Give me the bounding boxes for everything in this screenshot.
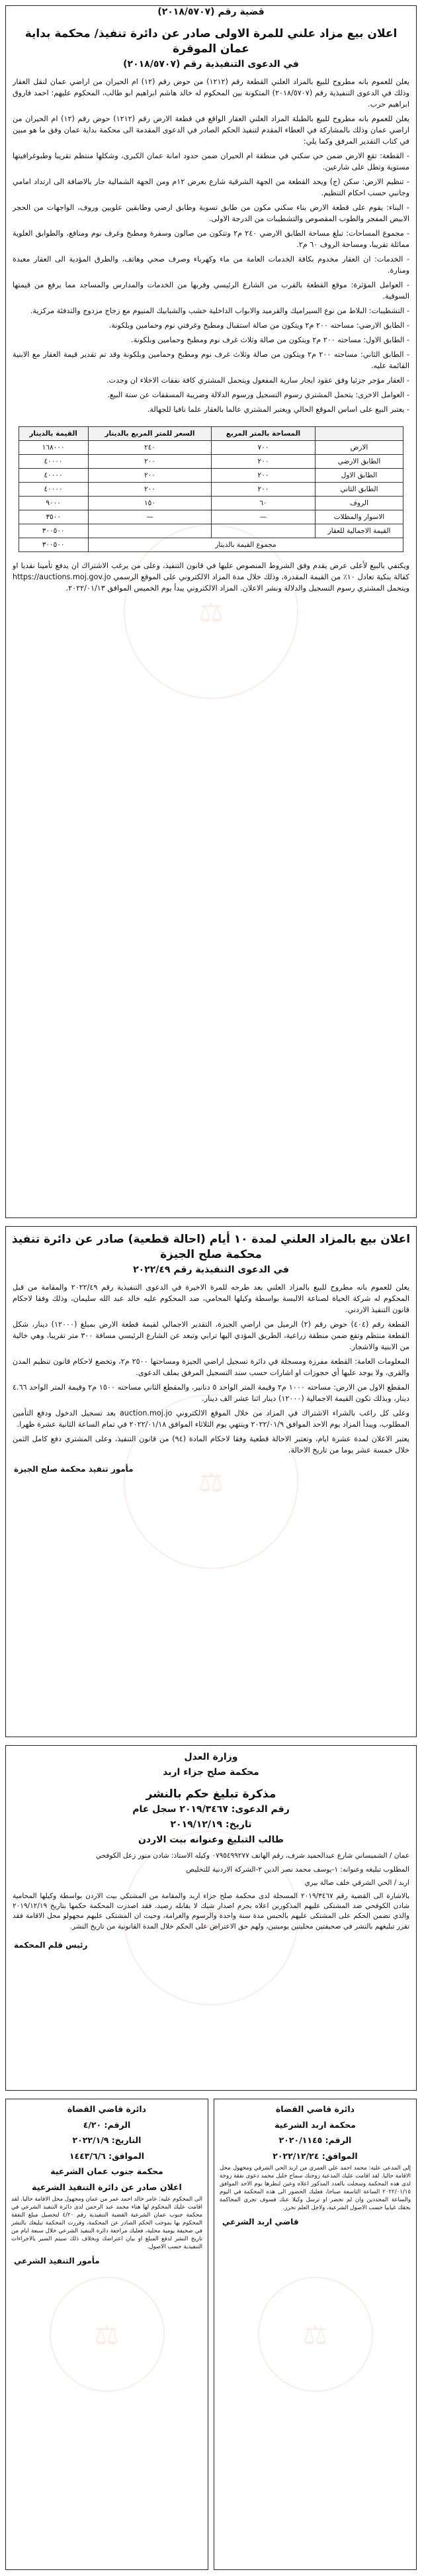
watermark-emblem: ⚖	[258, 2277, 373, 2392]
ad-body	[6, 1848, 416, 1938]
ad-paragraph: المقطع الاول من الارض: مساحته ١٠٠٠ م٢ وقيمة المتر الواحد ٥ دنانير، والمقطع الثاني مساحته ١٥٠٠ م٢ وقيمة المتر الواحد ٤.٦٦ دينار، وبذلك تكون القيمة الاجمالية (١٢٠٠٠) دينار اثنا عشر الف دينار.	[13, 1382, 409, 1403]
table-cell: ٦٠	[212, 497, 315, 510]
ad-paragraph: - يعتبر البيع على اساس الموقع الحالي ويعتبر المشتري عالما بالعقار علما نافيا للجهالة.	[147, 405, 409, 414]
table-cell	[212, 524, 315, 538]
table-cell: ٣٠٠٥٠٠	[19, 524, 88, 538]
ad-body	[6, 73, 416, 421]
ad-paragraph: وعلى كل راغب بالشراء الاشتراك في المزاد من خلال الموقع الالكتروني auction.moj.jo بعد تسجيل الدخول ودفع التأمين المطلوب، ويبدأ المزاد يوم الاحد الموافق ٢٠٢٢/٠١/٩ وينتهي يوم الثلاثاء الموافق ٢٠٢٢/٠١/١٨ في تمام الساعة الثانية عشرة ظهرا.	[13, 1408, 409, 1429]
sharia-notices	[5, 2099, 417, 2570]
table-cell: ٢٠٠	[88, 469, 212, 483]
table-total-row	[19, 538, 403, 552]
table-header: المساحة بالمتر المربع	[212, 427, 315, 441]
doc-title: مذكرة تبليغ حكم بالنشر	[146, 1787, 276, 1801]
table-row	[19, 497, 403, 510]
plaintiff-info: عمان / الشميساني شارع عبدالحميد شرف، رقم الهاتف ٠٧٩٥٤٩٩٢٧٧ وكيله الاستاذ: شادن منور زعل الكوفحي	[95, 1852, 409, 1860]
case-number: قضية رقم (٢٠١٨/٥٧٠٧)	[157, 7, 265, 17]
table-row	[19, 455, 403, 469]
total-label: مجموع القيمة بالدينار	[88, 538, 403, 552]
ad-subtitle: في الدعوى التنفيذية رقم (٢٠١٨/٥٧٠٧)	[123, 58, 299, 70]
table-cell: الاسوار والمظلات	[315, 510, 403, 524]
signature: رئيس قلم المحكمة	[14, 1940, 88, 1950]
notice-title: دائرة قاضي القضاة	[275, 2104, 355, 2114]
ad-paragraph: - الطابق الاول: مساحته ٢٠٠ م٢ ويتكون من صالة وثلاث غرف نوم ومطبخ وحمامين وبلكونة.	[131, 335, 409, 344]
table-cell: ٧٠٠	[212, 441, 315, 455]
ad-paragraph: يعلن للعموم بانه مطروح للبيع بالطبلة المزاد العلني العقار الواقع في قطعة الارض رقم (١٢١٢) حوض رقم (١٢) ام الحيران من اراضي عمان وذلك بالمشاركة في العطاء المقدم لتنفيذ الحكم الصادر في الدعوى المقدمة الى محكمة بداية عمان وفق ما هو مبين في كتاب التقدير المرفق وكما يلي:	[13, 114, 409, 146]
ad-paragraph: - البناء: يقوم على قطعة الارض بناء سكني مكون من طابق تسوية وطابق ارضي وطابقين علويين وروف، الواجهات من الحجر الابيض المفجر والطوب المقصوص والتشطيبات من الدرجة الاولى.	[13, 203, 409, 223]
ad-paragraph: - الخدمات: ان العقار مخدوم بكافة الخدمات العامة من ماء وكهرباء وصرف صحي وهاتف، والطرق المؤدية الى العقار معبدة ومنارة.	[13, 254, 409, 275]
case-date: تاريخ: ٢٠١٩/١٢/١٩	[170, 1819, 252, 1830]
auction-ad-jiza	[5, 1226, 417, 1737]
notification-irbid	[5, 1745, 417, 2091]
notice-irbid-sharia	[214, 2099, 417, 2570]
ad-paragraph: - مجموع المساحات: تبلغ مساحة الطابق الارضي ٢٤٠ م٢ وتتكون من صالون وسفرة ومطبخ وغرف نوم ومنافع، والطوابق العلوية مماثلة تقريبا، ومساحة الروف ٦٠ م٢.	[13, 228, 409, 249]
notice-date: الموافق: ٢٠٢٢/١٢/٢٤	[273, 2150, 358, 2161]
table-cell: ٤٠٠٠٠	[19, 455, 88, 469]
ad-paragraph: يعتبر الاعلان لمدة عشرة ايام، وتعتبر الاحالة قطعية وفقا لاحكام المادة (٩٤) من قانون التنفيذ، وعلى المشتري دفع كامل الثمن خلال خمسة عشر يوما من تاريخ الاحالة.	[13, 1434, 409, 1455]
signature: مأمور تنفيذ محكمة صلح الجيزة	[14, 1464, 134, 1474]
court-name: محكمة صلح جزاء اربد	[163, 1766, 259, 1778]
watermark-emblem: ⚖	[124, 1831, 298, 2005]
table-cell: ٢٠٠	[212, 455, 315, 469]
watermark-emblem: ⚖	[124, 1394, 298, 1569]
notice-hijri-date: الموافق: ١٤٤٣/٦/٦	[69, 2150, 145, 2161]
ad-paragraph: المعلومات العامة: القطعة مفرزة ومسجلة في دائرة تسجيل اراضي الجيزة ومساحتها ٢٥٠٠ م٢، وتخضع لاحكام قانون تنظيم المدن والقرى، ولا يوجد عليها أي حجوزات او اشارات حسب سند التسجيل المرفق بملف الدعوى.	[13, 1357, 409, 1377]
ad-paragraph: - العوامل المؤثرة: موقع القطعة بالقرب من الشارع الرئيسي وقربها من الخدمات والمدارس والمساجد مما يرفع من قيمتها السوقية.	[13, 280, 409, 301]
ministry-name: وزارة العدل	[184, 1752, 238, 1762]
signature: مأمور التنفيذ الشرعي	[14, 2256, 100, 2266]
ad-paragraph: - العوامل الاخرى: يتحمل المشتري رسوم التسجيل ورسوم الدلالة وضريبة المسقفات عن سنة البيع.	[107, 391, 409, 400]
table-header-row	[19, 427, 403, 441]
doc-title: اعلان صادر عن دائرة التنفيذ الشرعية	[32, 2181, 182, 2192]
court-name: محكمة جنوب عمان الشرعية	[50, 2166, 163, 2176]
table-cell: ٢٠٠	[88, 455, 212, 469]
watermark-emblem: ⚖	[50, 2277, 165, 2392]
case-number: رقم الدعوى: ٢٠١٩/٣٤٦٧ سجل عام	[132, 1803, 290, 1815]
ad-paragraph: القطعة رقم (٤٠٤) حوض رقم (٢) الرميل من اراضي الجيزة، التقدير الاجمالي لقيمة قطعة الارض بمبلغ (١٢٠٠٠) دينار، شكل القطعة منتظم وتقع ضمن منطقة زراعية، الطريق المؤدي اليها ترابي وتبعد عن الشارع الرئيسي مسافة ٣٠٠ متر تقريبا، وهي خالية من الابنية والاشجار.	[13, 1319, 409, 1351]
signature: قاضي اربد الشرعي	[222, 2217, 299, 2227]
notification-text: بالاشارة الى القضية رقم ٢٠١٩/٣٤٦٧ المسجلة لدى محكمة صلح جزاء اربد والمقامة من المشتكي بيت الاردن بواسطة وكيلها المحامية شادن الكوفحي ضد المشتكى عليهم المذكورين اعلاه بجرم اصدار شيك لا يقابله رصيد، فقد اصدرت المحكمة حكمها بتاريخ ٢٠١٩/١٢/١٩ والذي تضمن الحكم على المشتكى عليهم بالحبس مدة سنة واحدة والرسوم والغرامة، وحيث ان المشتكى عليهم مجهولو محل الاقامة فقد تقرر تبليغهم بالنشر في صحيفتين محليتين يوميتين، ولهم حق الاعتراض على الحكم خلال المدة القانونية من تاريخ النشر.	[13, 1892, 409, 1931]
ad-paragraph: - القطعة: تقع الارض ضمن حي سكني في منطقة ام الحيران ضمن حدود امانة عمان الكبرى، وشكلها منتظم تقريبا وطبوغرافيتها مستوية وتطل على شارعين.	[13, 151, 409, 171]
notified-party: المطلوب تبليغه وعنوانه: ١-يوسف محمد نصر الدين ٢-الشركة الاردنية للتخليص	[186, 1865, 409, 1874]
ad-title: اعلان بيع مزاد علني للمرة الاولى صادر عن دائرة تنفيذ/ محكمة بداية عمان الموقرة	[24, 26, 398, 56]
table-cell: ٢٤٠	[88, 441, 212, 455]
ad-paragraph: - العقار مؤجر جزئيا وفق عقود ايجار سارية المفعول ويتحمل المشتري كافة نفقات الاخلاء ان وجدت.	[106, 376, 409, 385]
table-row	[19, 441, 403, 455]
table-header	[315, 427, 403, 441]
table-cell: ٩٠٠٠	[19, 497, 88, 510]
table-cell: الطابق الثاني	[315, 483, 403, 497]
table-cell: الطابق الارضي	[315, 455, 403, 469]
notice-date: التاريخ: ٢٠٢٢/١/٩	[72, 2135, 142, 2145]
ad-intro: يعلن للعموم بانه مطروح للبيع بالمزاد العلني القطعة رقم (١٢١٢) من حوض رقم (١٢) ام الحيران من اراضي عمان لنقل العقار وذلك في الدعوى التنفيذية رقم (٢٠١٨/٥٧٠٧) المتكونة بين المحكوم له خالد هاشم ابراهيم ابو طالب، المحكوم عليهم: احمد فاروق ابراهيم حرب.	[13, 77, 409, 109]
ad-closing	[6, 557, 416, 600]
table-row	[19, 483, 403, 497]
table-header: القيمة بالدينار	[19, 427, 88, 441]
notified-address: اربد / الحي الشرقي خلف صالة بيري	[304, 1878, 409, 1887]
table-cell: —	[212, 510, 315, 524]
table-cell: الارض	[315, 441, 403, 455]
table-cell: ١٦٨٠٠٠	[19, 441, 88, 455]
ad-subtitle: في الدعوى التنفيذية رقم ٢٠٢٢/٤٩	[133, 1264, 289, 1275]
table-cell: ٤٠٠٠٠	[19, 483, 88, 497]
table-cell: ٣٥٠٠	[19, 510, 88, 524]
table-cell: الروف	[315, 497, 403, 510]
table-row	[19, 510, 403, 524]
ad-title: اعلان بيع بالمزاد العلني لمدة ١٠ أيام (احالة قطعية) صادر عن دائرة تنفيذ محكمة صلح الجيزة	[11, 1233, 411, 1261]
notice-text: الى المحكوم عليه: عامر خالد احمد عمر من عمان ومجهول محل الاقامة حاليا. لقد اقامت عليك المحكوم لها هناء محمد عبد الرحمن لدى دائرة التنفيذ الشرعي في محكمة جنوب عمان الشرعية القضية التنفيذية رقم ٤/٢٠ لتحصيل مبلغ النفقة المحكوم بها بموجب الحكم الصادر عن المحكمة، وقررت المحكمة تبليغك بالنشر في صحيفة يومية محلية، فعليك مراجعة دائرة التنفيذ الشرعي خلال سبعة ايام من تاريخ النشر لدفع المبلغ او بيان اعتراضك وبخلاف ذلك سيتم السير بالاجراءات التنفيذية حسب الاصول.	[11, 2196, 202, 2251]
ref-number: الرقم: ٢٠٢٠/١١٤٥	[278, 2135, 352, 2145]
table-row	[19, 524, 403, 538]
table-cell: القيمة الاجمالية للعقار	[315, 524, 403, 538]
notice-title: دائرة قاضي القضاة	[67, 2104, 147, 2114]
ad-paragraph: - الطابق الارضي: مساحته ٢٠٠ م٢ ويتكون من صالة استقبال ومطبخ وغرفتي نوم وحمامين وبلكونة.	[108, 320, 409, 330]
table-cell: —	[88, 510, 212, 524]
valuation-table	[19, 426, 404, 552]
watermark-emblem: ⚖	[124, 524, 298, 699]
table-cell: ١٥٠	[88, 497, 212, 510]
ad-paragraph: - الطابق الثاني: مساحته ٢٠٠ م٢ ويتكون من صالة وثلاث غرف نوم ومطبخ وحمامين وبلكونة وقد تم تقدير قيمة العقار مع الابنية القائمة عليه.	[13, 350, 409, 370]
auction-ad-amman	[5, 5, 417, 1218]
ad-paragraph: - تنظيم الارض: سكن (ج) ويحد القطعة من الجهة الشرقية شارع بعرض ١٢م ومن الجهة الشمالية جار بالاضافة الى ارتداد امامي وجانبي حسب احكام التنظيم.	[13, 177, 409, 197]
ref-number: الرقم: ٤/٢٠	[83, 2119, 131, 2130]
closing-text: ويكتفي بالبيع لأعلى عرض يقدم وفق الشروط المنصوص عليها في قانون التنفيذ، وعلى من يرغب الاشتراك ان يدفع تأمينا نقديا او كفالة بنكية تعادل ١٠٪ من القيمة المقدرة، وذلك خلال مدة المزاد الالكتروني على الموقع الرسمي https://auctions.moj.gov.jo ويتحمل المشتري رسوم التسجيل والدلالة ونشر الاعلان. المزاد الالكتروني يبدأ يوم الخميس الموافق ٢٠٢٢/٠١/١٣.	[13, 561, 410, 593]
table-cell: ٤٠٠٠٠	[19, 469, 88, 483]
requester: طالب التبليغ وعنوانه بيت الاردن	[138, 1834, 284, 1845]
table-cell: الطابق الاول	[315, 469, 403, 483]
table-header: السعر للمتر المربع بالدينار	[88, 427, 212, 441]
table-cell: ٢٠٠	[212, 469, 315, 483]
table-cell	[88, 524, 212, 538]
notice-text: إلى المدعى عليه: محمد احمد علي العمري من اربد الحي الشرقي ومجهول محل الاقامة حاليا. لقد اقامت عليك المدعية زوجتك سماح خليل محمد دعوى نفقة زوجة لدى هذه المحكمة وسجلت بالعدد المذكور اعلاه وعين لنظرها يوم الاحد الموافق ٢٠٢٢/٠١/١٥ الساعة التاسعة صباحا، فعليك الحضور الى هذه المحكمة في اليوم والساعة المحددين وان لم تحضر او ترسل وكيلا عنك فسوف تجري المحاكمة بحقك غيابيا حسب الاصول الشرعية، ولاجل العلم تحرر.	[220, 2165, 411, 2212]
total-value: ٣٠٠٥٠٠	[19, 538, 88, 552]
table-cell: ٢٠٠	[88, 483, 212, 497]
notice-south-amman-sharia	[5, 2099, 208, 2570]
court-name: محكمة اربد الشرعية	[274, 2119, 356, 2130]
table-row	[19, 469, 403, 483]
table-cell: ٢٠٠	[212, 483, 315, 497]
ad-paragraph: يعلن للعموم بانه مطروح للبيع بالمزاد العلني بعد طرحه للمرة الاخيرة في الدعوى التنفيذية رقم ٢٠٢٢/٤٩ والمقامة من قبل المحكوم له شركة الحياة لصناعة الالبسة بواسطة وكيلها المحامي، ضد المحكوم عليه خالد عبد الله سليمان، وذلك وفقا لاحكام قانون التنفيذ الاردني.	[13, 1282, 409, 1314]
ad-body	[6, 1279, 416, 1462]
ad-paragraph: - التشطيبات: البلاط من نوع السيراميك والقرميد والابواب الداخلية خشب والشبابيك المنيوم مع زجاج مزدوج والتدفئة مركزية.	[30, 306, 409, 315]
